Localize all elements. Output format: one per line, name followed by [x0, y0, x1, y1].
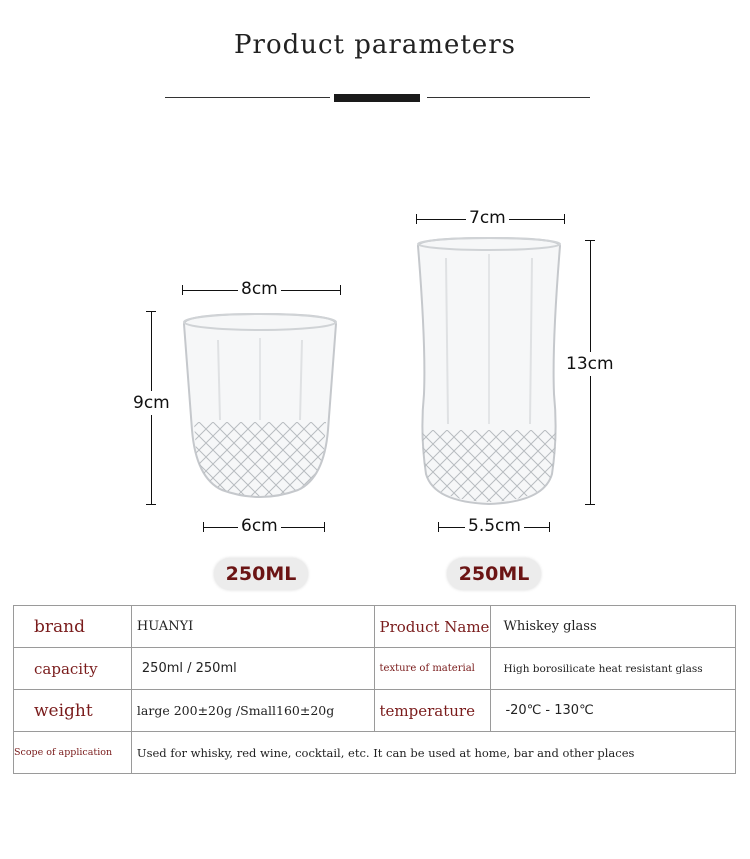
short-glass-image	[178, 310, 342, 510]
product-name-label: Product Name	[374, 606, 491, 648]
tall-bottom-tick-left	[438, 522, 439, 532]
short-height-tick-top	[146, 311, 156, 312]
table-row	[14, 690, 736, 732]
tall-top-tick-right	[564, 214, 565, 224]
short-top-tick-right	[340, 285, 341, 295]
tall-capacity-badge: 250ML	[447, 558, 541, 590]
texture-value: High borosilicate heat resistant glass	[491, 648, 736, 690]
short-capacity-badge: 250ML	[214, 558, 308, 590]
short-bottom-tick-left	[203, 522, 204, 532]
parameters-table	[13, 605, 736, 774]
tall-height-tick-bottom	[585, 504, 595, 505]
title-divider-left	[165, 97, 330, 98]
tall-top-width-label: 7cm	[466, 208, 509, 228]
weight-label: weight	[14, 690, 132, 732]
page-title: Product parameters	[234, 30, 516, 60]
title-divider-right	[427, 97, 590, 98]
temperature-label: temperature	[374, 690, 491, 732]
short-height-label: 9cm	[133, 393, 170, 413]
table-row	[14, 648, 736, 690]
tall-glass-image	[412, 234, 566, 510]
title-divider-accent	[334, 94, 420, 102]
brand-value: HUANYI	[131, 606, 374, 648]
short-bottom-width-label: 6cm	[238, 516, 281, 536]
tall-bottom-tick-right	[549, 522, 550, 532]
scope-label: Scope of application	[14, 732, 132, 774]
tall-height-label: 13cm	[566, 354, 614, 374]
product-name-value: Whiskey glass	[491, 606, 736, 648]
tall-height-tick-top	[585, 240, 595, 241]
brand-label: brand	[14, 606, 132, 648]
weight-value: large 200±20g /Small160±20g	[131, 690, 374, 732]
short-bottom-tick-right	[324, 522, 325, 532]
texture-label: texture of material	[374, 648, 491, 690]
capacity-label: capacity	[14, 648, 132, 690]
short-top-width-label: 8cm	[238, 279, 281, 299]
temperature-value: -20℃ - 130℃	[491, 690, 736, 732]
tall-top-tick-left	[416, 214, 417, 224]
tall-bottom-width-label: 5.5cm	[465, 516, 524, 536]
short-height-tick-bottom	[146, 504, 156, 505]
capacity-value: 250ml / 250ml	[131, 648, 374, 690]
scope-value: Used for whisky, red wine, cocktail, etc. It can be used at home, bar and other places	[131, 732, 735, 774]
short-top-tick-left	[182, 285, 183, 295]
table-row	[14, 732, 736, 774]
table-row	[14, 606, 736, 648]
